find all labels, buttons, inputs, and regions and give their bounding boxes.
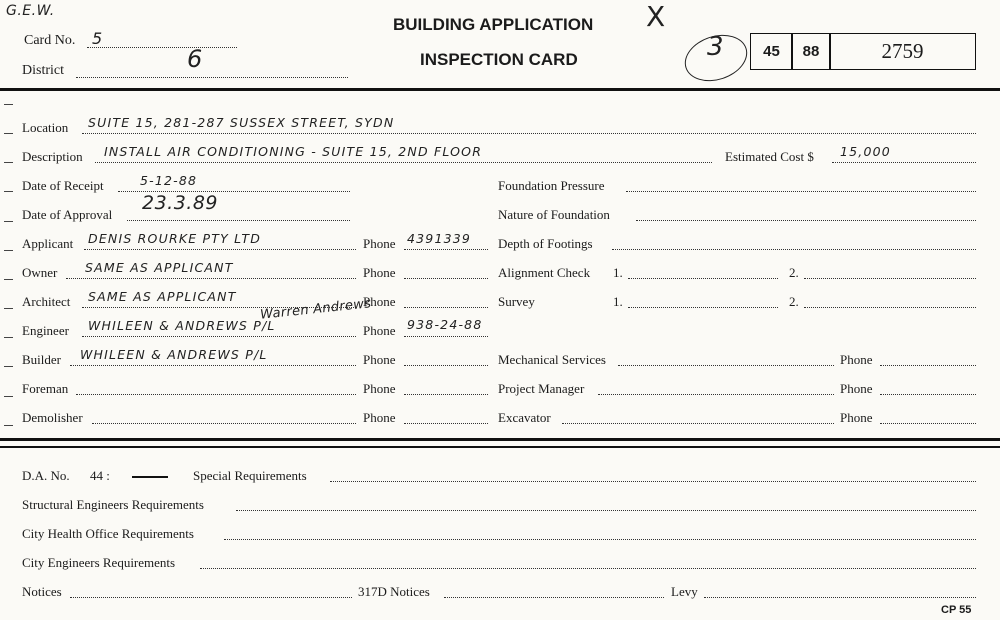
city-engineers-dots — [200, 568, 976, 569]
demolisher-phone-label: Phone — [363, 410, 396, 425]
applicant-value: DENIS ROURKE PTY LTD — [88, 231, 262, 246]
builder-value: WHILEEN & ANDREWS P/L — [80, 347, 268, 362]
card-no-value: 5 — [92, 29, 104, 48]
applicant-phone-value: 4391339 — [407, 231, 472, 246]
card-box-2: 88 — [791, 33, 831, 70]
survey-dots-1 — [628, 307, 778, 308]
date-receipt-value: 5-12-88 — [140, 173, 198, 188]
da-no-dash — [132, 476, 168, 478]
engineer-phone-label: Phone — [363, 323, 396, 338]
excavator-phone-label: Phone — [840, 410, 873, 425]
initials-handwritten: G.E.W. — [6, 3, 55, 19]
depth-footings-dots — [612, 249, 976, 250]
structural-requirements-dots — [236, 510, 976, 511]
applicant-phone-label: Phone — [363, 236, 396, 251]
architect-value: SAME AS APPLICANT — [88, 289, 237, 304]
date-approval-dots — [127, 220, 350, 221]
notices-317d-label: 317D Notices — [358, 584, 430, 599]
builder-label: Builder — [22, 352, 61, 367]
project-manager-phone-label: Phone — [840, 381, 873, 396]
owner-value: SAME AS APPLICANT — [85, 260, 234, 275]
notices-label: Notices — [22, 584, 62, 599]
excavator-dots — [562, 423, 834, 424]
margin-tick — [4, 396, 13, 397]
margin-tick — [4, 250, 13, 251]
engineer-phone-value: 938-24-88 — [407, 317, 483, 332]
district-value: 6 — [187, 45, 204, 73]
notices-317d-dots — [444, 597, 664, 598]
alignment-check-num-1: 1. — [613, 265, 623, 280]
form-code: CP 55 — [941, 604, 972, 616]
margin-tick — [4, 133, 13, 134]
estimated-cost-value: 15,000 — [840, 144, 891, 159]
builder-phone-label: Phone — [363, 352, 396, 367]
survey-num-1: 1. — [613, 294, 623, 309]
foreman-label: Foreman — [22, 381, 69, 396]
owner-phone-label: Phone — [363, 265, 396, 280]
demolisher-label: Demolisher — [22, 410, 83, 425]
da-no-label: D.A. No. — [22, 468, 70, 483]
foundation-pressure-dots — [626, 191, 976, 192]
margin-tick — [4, 279, 13, 280]
applicant-phone-dots — [404, 249, 488, 250]
city-health-label: City Health Office Requirements — [22, 526, 194, 541]
description-dots — [95, 162, 712, 163]
applicant-label: Applicant — [22, 236, 74, 251]
margin-tick — [4, 337, 13, 338]
applicant-dots — [84, 249, 356, 250]
foundation-pressure-label: Foundation Pressure — [498, 178, 605, 193]
card-title-line1: BUILDING APPLICATION — [393, 15, 594, 34]
owner-phone-dots — [404, 278, 488, 279]
depth-footings-label: Depth of Footings — [498, 236, 593, 251]
margin-tick — [4, 308, 13, 309]
survey-label: Survey — [498, 294, 535, 309]
survey-num-2: 2. — [789, 294, 799, 309]
engineer-value: WHILEEN & ANDREWS P/L — [88, 318, 276, 333]
engineer-annotation: Warren Andrews — [259, 296, 372, 323]
levy-dots — [704, 597, 976, 598]
card-box-1: 45 — [750, 33, 793, 70]
location-value: SUITE 15, 281-287 SUSSEX STREET, SYDN — [88, 115, 395, 130]
survey-dots-2 — [804, 307, 976, 308]
description-label: Description — [22, 149, 83, 164]
margin-tick — [4, 104, 13, 105]
location-label: Location — [22, 120, 69, 135]
levy-label: Levy — [671, 584, 698, 599]
special-requirements-label: Special Requirements — [193, 468, 307, 483]
margin-tick — [4, 366, 13, 367]
special-requirements-dots — [330, 481, 976, 482]
section-rule-top — [0, 438, 1000, 441]
owner-label: Owner — [22, 265, 58, 280]
mechanical-services-dots — [618, 365, 834, 366]
section-rule-bottom — [0, 446, 1000, 448]
card-box-3: 2759 — [829, 33, 976, 70]
da-no-value: 44 : — [90, 468, 110, 483]
excavator-phone-dots — [880, 423, 976, 424]
demolisher-phone-dots — [404, 423, 488, 424]
card-title-line2: INSPECTION CARD — [420, 50, 578, 69]
alignment-check-label: Alignment Check — [498, 265, 591, 280]
header-rule — [0, 88, 1000, 91]
x-mark: X — [646, 0, 667, 33]
margin-tick — [4, 425, 13, 426]
engineer-label: Engineer — [22, 323, 69, 338]
card-no-dots — [87, 47, 237, 48]
location-dots — [82, 133, 976, 134]
description-value: INSTALL AIR CONDITIONING - SUITE 15, 2ND FLOOR — [104, 144, 483, 159]
date-approval-label: Date of Approval — [22, 207, 113, 222]
demolisher-dots — [92, 423, 356, 424]
excavator-label: Excavator — [498, 410, 551, 425]
project-manager-label: Project Manager — [498, 381, 585, 396]
notices-dots — [70, 597, 352, 598]
city-engineers-label: City Engineers Requirements — [22, 555, 176, 570]
city-health-dots — [224, 539, 976, 540]
foreman-dots — [76, 394, 356, 395]
circled-number: 3 — [707, 32, 725, 62]
structural-requirements-label: Structural Engineers Requirements — [22, 497, 204, 512]
estimated-cost-label: Estimated Cost $ — [725, 149, 814, 164]
architect-label: Architect — [22, 294, 71, 309]
foreman-phone-dots — [404, 394, 488, 395]
foreman-phone-label: Phone — [363, 381, 396, 396]
owner-dots — [66, 278, 356, 279]
mechanical-services-label: Mechanical Services — [498, 352, 606, 367]
builder-dots — [70, 365, 356, 366]
margin-tick — [4, 191, 13, 192]
mechanical-phone-label: Phone — [840, 352, 873, 367]
architect-phone-dots — [404, 307, 488, 308]
project-manager-dots — [598, 394, 834, 395]
district-label: District — [22, 63, 64, 78]
nature-foundation-dots — [636, 220, 976, 221]
mechanical-phone-dots — [880, 365, 976, 366]
engineer-dots — [82, 336, 356, 337]
engineer-phone-dots — [404, 336, 488, 337]
nature-foundation-label: Nature of Foundation — [498, 207, 610, 222]
architect-phone-label: Phone — [363, 294, 396, 309]
date-receipt-label: Date of Receipt — [22, 178, 104, 193]
alignment-check-dots-2 — [804, 278, 976, 279]
alignment-check-num-2: 2. — [789, 265, 799, 280]
margin-tick — [4, 221, 13, 222]
project-manager-phone-dots — [880, 394, 976, 395]
estimated-cost-dots — [832, 162, 976, 163]
date-approval-value: 23.3.89 — [142, 192, 219, 214]
margin-tick — [4, 162, 13, 163]
builder-phone-dots — [404, 365, 488, 366]
card-no-label: Card No. — [24, 33, 76, 48]
alignment-check-dots-1 — [628, 278, 778, 279]
district-dots — [76, 77, 348, 78]
